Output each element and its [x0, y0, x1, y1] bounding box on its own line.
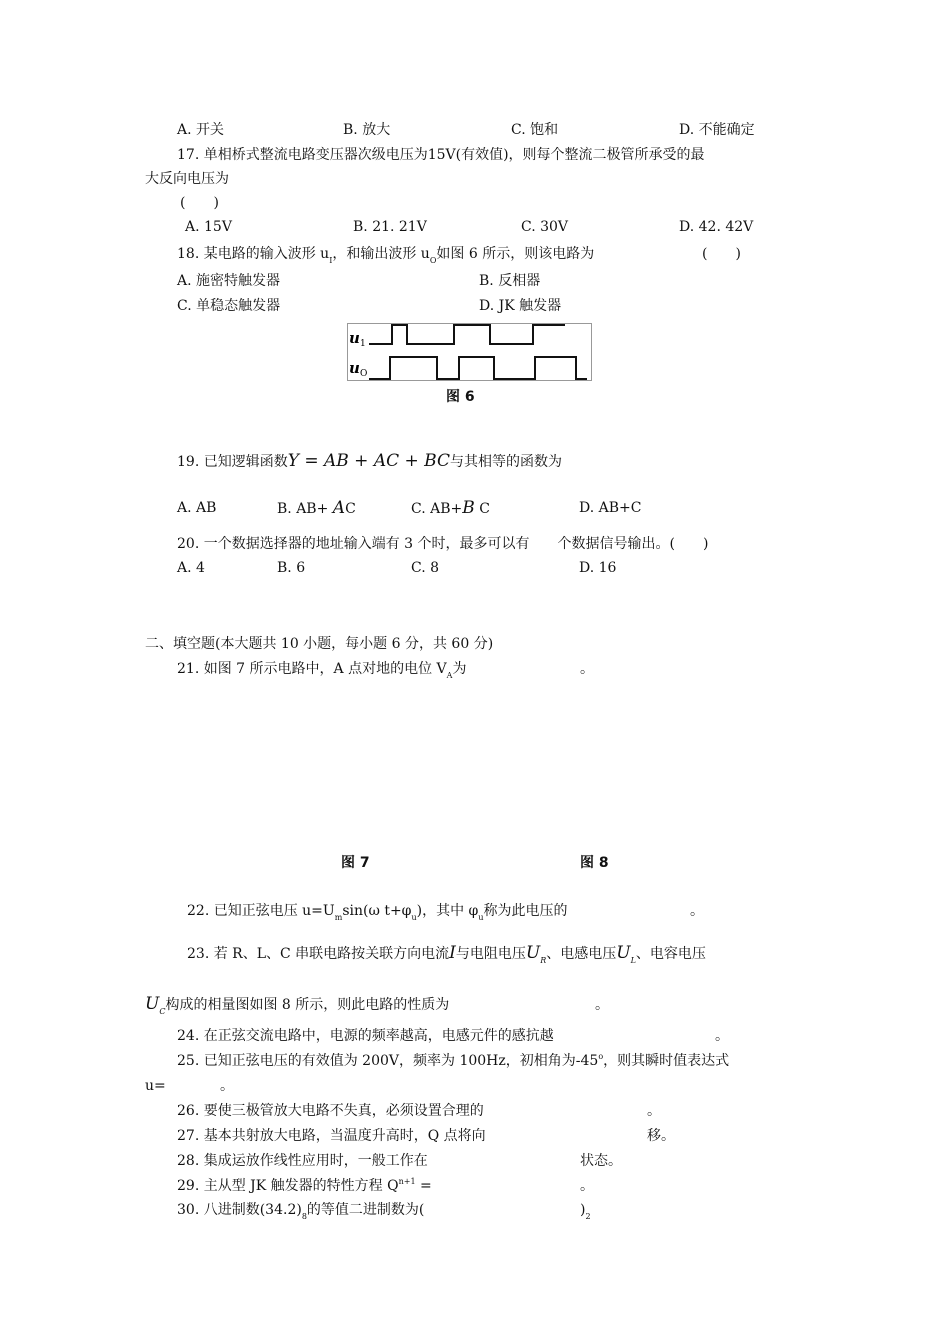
q27-end: 移。 [647, 1128, 675, 1144]
q23-line1: 23. 若 R、L、C 串联电路按关联方向电流I与电阻电压$U_R$、电感电压$U_L$、电容电压 [187, 943, 706, 965]
q23-end: 。 [595, 997, 609, 1013]
q21-end: 。 [580, 661, 594, 677]
wave-label-input: u [349, 329, 360, 347]
q28-end: 状态。 [580, 1153, 622, 1169]
q26-end: 。 [647, 1103, 661, 1119]
figure-7-caption: 图 7 [341, 855, 370, 871]
output-waveform [369, 357, 587, 379]
wave-label-input-sub: 1 [360, 339, 366, 349]
q29-end: 。 [580, 1178, 594, 1194]
q17-option-b: B. 21. 21V [353, 219, 427, 235]
q19-option-b: B. AB+ AC [277, 498, 356, 518]
q18-option-d: D. JK 触发器 [479, 298, 562, 314]
q25-line1: 25. 已知正弦电压的有效值为 200V，频率为 100Hz，初相角为-45$^o$，则其瞬时值表达式 [177, 1052, 730, 1069]
q25-line2: u= [145, 1078, 166, 1094]
q20-option-a: A. 4 [177, 560, 205, 576]
q30-stem: 30. 八进制数$(34.2)_8$的等值二进制数为( [177, 1202, 425, 1221]
q19-option-c: C. AB+B C [411, 498, 490, 518]
q24-stem: 24. 在正弦交流电路中，电源的频率越高，电感元件的感抗越 [177, 1028, 554, 1044]
figure-8-caption: 图 8 [580, 855, 609, 871]
q20-option-d: D. 16 [579, 560, 617, 576]
q16-option-d: D. 不能确定 [679, 122, 755, 138]
q20-stem: 20. 一个数据选择器的地址输入端有 3 个时，最多可以有 个数据信号输出。( ) [177, 536, 709, 552]
q25-end: 。 [220, 1078, 234, 1094]
q20-option-c: C. 8 [411, 560, 440, 576]
q17-paren: ( ) [180, 195, 219, 211]
q18-paren: ( ) [702, 246, 741, 262]
q30-close: )$_2$ [580, 1202, 591, 1221]
q18-option-a: A. 施密特触发器 [177, 273, 281, 289]
q28-stem: 28. 集成运放作线性应用时，一般工作在 [177, 1153, 428, 1169]
q18-option-c: C. 单稳态触发器 [177, 298, 281, 314]
figure-6-caption: 图 6 [446, 389, 475, 405]
wave-label-output-sub: O [360, 369, 368, 379]
q23-line2: $U_C$构成的相量图如图 8 所示，则此电路的性质为 [145, 994, 450, 1016]
section-2-title: 二、填空题(本大题共 10 小题，每小题 6 分，共 60 分) [145, 636, 494, 652]
wave-label-output: u [349, 359, 360, 377]
q17-option-c: C. 30V [521, 219, 569, 235]
input-waveform [369, 325, 565, 344]
q22-stem: 22. 已知正弦电压 $u=U_m\sin(\omega$ $t+\varphi_u$)，其中 $\varphi_u$称为此电压的 [187, 903, 568, 922]
q17-option-d: D. 42. 42V [679, 219, 754, 235]
q18-option-b: B. 反相器 [479, 273, 541, 289]
q21-stem: 21. 如图 7 所示电路中，A 点对地的电位 $V_A$为 [177, 661, 467, 680]
q17-line1: 17. 单相桥式整流电路变压器次级电压为15V(有效值)，则每个整流二极管所承受的最 [177, 147, 705, 163]
q26-stem: 26. 要使三极管放大电路不失真，必须设置合理的 [177, 1103, 484, 1119]
q17-line2: 大反向电压为 [145, 171, 229, 187]
q19-option-a: A. AB [177, 500, 217, 516]
q22-end: 。 [690, 903, 704, 919]
q19-option-d: D. AB+C [579, 500, 642, 516]
q18-stem: 18. 某电路的输入波形 $u_I$，和输出波形 $u_O$如图 6 所示，则该电路为 [177, 246, 595, 265]
q19-stem: 19. 已知逻辑函数Y = AB + AC + BC与其相等的函数为 [177, 451, 562, 471]
q24-end: 。 [715, 1028, 729, 1044]
q17-option-a: A. 15V [185, 219, 232, 235]
q20-option-b: B. 6 [277, 560, 306, 576]
figure-6-waveform [347, 323, 592, 381]
q19-formula: Y = AB + AC + BC [287, 451, 450, 471]
q27-stem: 27. 基本共射放大电路，当温度升高时，Q 点将向 [177, 1128, 486, 1144]
q16-option-c: C. 饱和 [511, 122, 559, 138]
q16-option-a: A. 开关 [177, 122, 225, 138]
q29-stem: 29. 主从型 JK 触发器的特性方程 $Q^{n+1}$ = [177, 1177, 432, 1194]
q16-option-b: B. 放大 [343, 122, 391, 138]
